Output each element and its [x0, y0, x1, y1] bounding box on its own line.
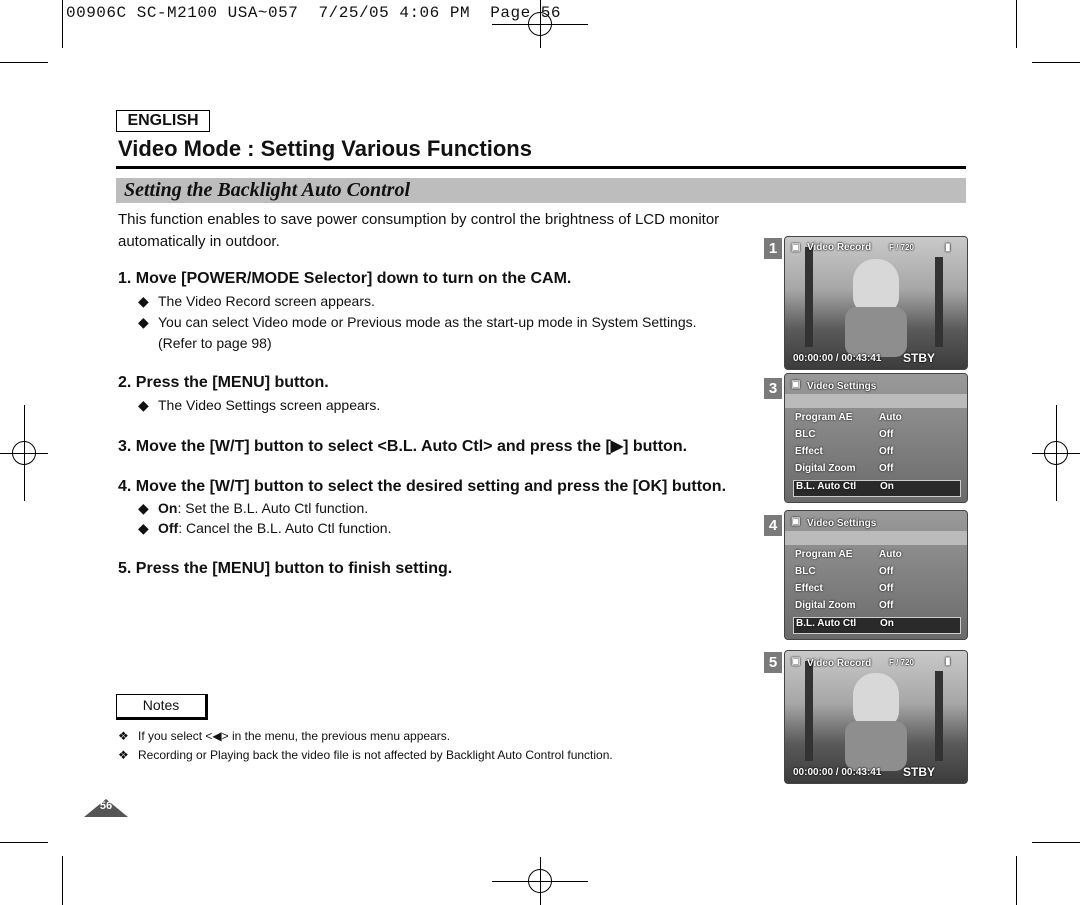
page-number: 56 — [99, 800, 113, 812]
print-slug: 00906C SC-M2100 USA~057 7/25/05 4:06 PM Page 56 — [66, 4, 561, 22]
bullet: ◆ You can select Video mode or Previous mode as the start-up mode in System Settings. — [138, 312, 697, 333]
screen-badge: 4 — [764, 515, 782, 536]
camera-icon: ▣ — [791, 379, 801, 390]
screen-title: Video Settings — [807, 518, 877, 529]
note-item: ❖ Recording or Playing back the video file is not affected by Backlight Auto Control function. — [118, 746, 613, 765]
page-title: Video Mode : Setting Various Functions — [118, 136, 532, 161]
screen-title: Video Record — [807, 242, 872, 253]
menu-row: BLC Off — [795, 566, 894, 577]
menu-tabs — [785, 531, 967, 545]
status-label: STBY — [903, 765, 936, 779]
resolution-label: F / 720 — [889, 243, 914, 252]
step-1: 1. Move [POWER/MODE Selector] down to turn on the CAM. — [118, 270, 572, 287]
video-settings-screen — [784, 510, 968, 640]
section-banner — [116, 178, 966, 203]
menu-row: Program AE Auto — [795, 549, 902, 560]
camera-icon: ▣ — [791, 656, 801, 667]
step-2: 2. Press the [MENU] button. — [118, 374, 329, 391]
bullet: ◆ The Video Settings screen appears. — [138, 395, 380, 416]
menu-row-selected: B.L. Auto Ctl On — [793, 480, 961, 497]
screen-badge: 5 — [764, 652, 782, 673]
bullet: ◆ On: Set the B.L. Auto Ctl function. — [138, 498, 368, 519]
menu-row: BLC Off — [795, 429, 894, 440]
title-rule — [116, 166, 966, 169]
menu-row: Program AE Auto — [795, 412, 902, 423]
diamond-icon: ◆ — [138, 314, 149, 330]
video-settings-screen — [784, 373, 968, 503]
resolution-label: F / 720 — [889, 658, 914, 667]
menu-row-selected: B.L. Auto Ctl On — [793, 617, 961, 634]
diamond-icon: ◆ — [138, 293, 149, 309]
step-5: 5. Press the [MENU] button to finish setting. — [118, 560, 453, 577]
step-4: 4. Move the [W/T] button to select the desired setting and press the [OK] button. — [118, 478, 727, 495]
menu-row: Effect Off — [795, 446, 894, 457]
intro-text: This function enables to save power consumption by control the brightness of LCD monitor automatically in outdoor. — [118, 211, 720, 250]
bullet: ◆ Off: Cancel the B.L. Auto Ctl function. — [138, 518, 391, 539]
battery-icon: ▮ — [945, 656, 951, 667]
diamond-icon: ◆ — [138, 397, 149, 413]
menu-tabs — [785, 394, 967, 408]
timecode: 00:00:00 / 00:43:41 — [793, 767, 882, 778]
screen-title: Video Record — [807, 658, 872, 669]
step-3: 3. Move the [W/T] button to select <B.L. Auto Ctl> and press the [▶] button. — [118, 438, 688, 455]
timecode: 00:00:00 / 00:43:41 — [793, 353, 882, 364]
diamond-icon: ◆ — [138, 500, 149, 516]
note-bullet-icon: ❖ — [118, 729, 129, 743]
note-item: ❖ If you select <◀> in the menu, the previous menu appears. — [118, 727, 450, 746]
section-title: Setting the Backlight Auto Control — [124, 179, 410, 201]
menu-row: Digital Zoom Off — [795, 463, 894, 474]
menu-row: Effect Off — [795, 583, 894, 594]
menu-row: Digital Zoom Off — [795, 600, 894, 611]
camera-icon: ▣ — [791, 516, 801, 527]
notes-label: Notes — [116, 694, 208, 720]
video-record-screen — [784, 650, 968, 784]
status-label: STBY — [903, 351, 936, 365]
camera-icon: ▣ — [791, 242, 801, 253]
diamond-icon: ◆ — [138, 520, 149, 536]
language-tab: ENGLISH — [116, 110, 210, 132]
screen-badge: 3 — [764, 378, 782, 399]
bullet: ◆ The Video Record screen appears. — [138, 291, 375, 312]
note-bullet-icon: ❖ — [118, 748, 129, 762]
battery-icon: ▮ — [945, 242, 951, 253]
bullet-continuation: (Refer to page 98) — [158, 335, 272, 351]
screen-title: Video Settings — [807, 381, 877, 392]
video-record-screen — [784, 236, 968, 370]
screen-badge: 1 — [764, 238, 782, 259]
